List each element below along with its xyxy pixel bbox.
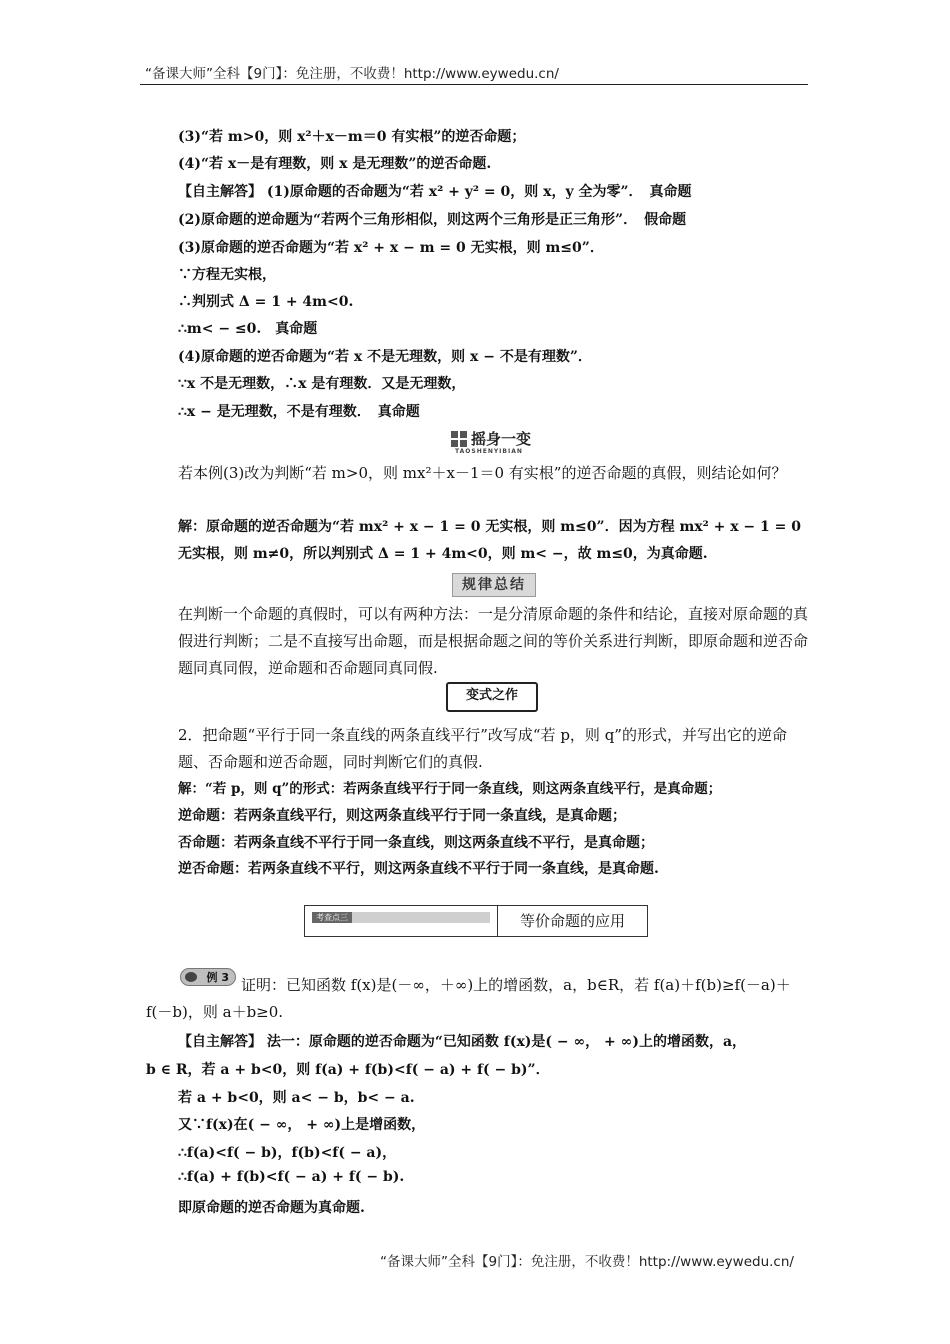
solution1-line-6: ∴m< − ≤0. 真命题 [178,321,318,337]
solution3-line-4: 又∵f(x)在( − ∞， + ∞)上是增函数， [178,1117,426,1133]
banner-taoshen-sub: TAOSHENYIBIAN [455,448,523,455]
variant-question-text: 若本例(3)改为判断“若 m>0，则 mx²＋x－1＝0 有实根”的逆否命题的真假，则结论如何？ [178,464,787,482]
solution1-line-9: ∴x − 是无理数，不是有理数． 真命题 [178,404,420,420]
summary [146,601,810,682]
banner-guilv: 规律总结 [452,573,536,597]
solution3-line-1 [178,1031,746,1051]
solution1-line-2: (2)原命题的逆命题为“若两个三角形相似，则这两个三角形是正三角形”． 假命题 [178,212,687,228]
kaodian-bar [312,912,490,923]
problem-line-3: (3)“若 m>0，则 x²＋x－m＝0 有实根”的逆否命题； [178,129,526,145]
solution1-line-8: ∵x 不是无理数，∴x 是有理数．又是无理数， [178,376,466,392]
solution3-label: 【自主解答】 [178,1034,262,1050]
kaodian-box [304,905,648,937]
problem-line-4: (4)“若 x－是有理数，则 x 是无理数”的逆否命题. [178,156,492,172]
variant-answer-label: 解： [178,519,206,535]
exercise2-line-3: 否命题：若两条直线不平行于同一条直线，则这两条直线不平行，是真命题； [178,835,654,851]
solution3-line-7: 即原命题的逆否命题为真命题. [178,1200,365,1216]
solution1-label: 【自主解答】 [178,184,262,200]
kaodian-tag: 考查点三 [312,912,352,923]
kaodian-title: 等价命题的应用 [519,912,625,930]
solution3-line-6: ∴f(a) + f(b)<f( − a) + f( − b). [178,1169,405,1185]
exercise2-line-1: 解：“若 p，则 q”的形式：若两条直线平行于同一条直线，则这两条直线平行，是真命题； [178,781,722,797]
variant-answer-body: 原命题的逆否命题为“若 mx² + x − 1 = 0 无实根，则 m≤0”．因为方程 mx² + x − 1 = 0 无实根，则 m≠0，所以判别式 Δ = 1 + 4m<0，则 m< −，故 m≤0，为真命题. [178,519,801,562]
solution1-text-1: (1)原命题的否命题为“若 x² + y² = 0，则 x，y 全为零”． 真命题 [266,184,692,200]
solution1-line-1 [178,181,692,201]
solution1-line-7: (4)原命题的逆否命题为“若 x 不是无理数，则 x − 不是有理数”． [178,349,592,365]
solution3-line-3: 若 a + b<0，则 a< − b，b< − a. [178,1090,415,1106]
solution3-line-5: ∴f(a)<f( − b)，f(b)<f( − a)， [178,1145,397,1161]
exercise2-line-2: 逆命题：若两条直线平行，则这两条直线平行于同一条直线，是真命题； [178,808,626,824]
example3-line-2: f(－b)，则 a＋b≥0. [146,1003,284,1021]
header-divider [140,84,808,85]
banner-taoshen-title: 摇身一变 [471,430,532,448]
solution1-line-5: ∴判别式 Δ = 1 + 4m<0. [178,294,354,310]
solution3-line-2: b ∈ R，若 a + b<0，则 f(a) + f(b)<f( − a) + f( − b)”． [146,1062,550,1078]
pen-icon [185,972,197,982]
kaodian-left-cell [305,906,498,936]
example3-badge [180,968,236,986]
example3-line-1: 证明：已知函数 f(x)是(－∞，＋∞)上的增函数，a，b∈R，若 f(a)＋f(b)≥f(－a)＋ [241,976,791,994]
solution1-line-3: (3)原命题的逆否命题为“若 x² + x − m = 0 无实根，则 m≤0”． [178,240,604,256]
exercise2-line-4: 逆否命题：若两条直线不平行，则这两条直线不平行于同一条直线，是真命题. [178,861,659,877]
solution1-line-4: ∵方程无实根， [178,267,276,283]
solution3-text-1: 法一：原命题的逆否命题为“已知函数 f(x)是( − ∞， + ∞)上的增函数，a， [266,1034,747,1050]
exercise2-question-text: 2．把命题“平行于同一条直线的两条直线平行”改写成“若 p，则 q”的形式，并写出它的逆命题、否命题和逆否命题，同时判断它们的真假. [178,726,787,771]
page-header: “备课大师”全科【9门】：免注册，不收费！http://www.eywedu.cn/ [145,66,559,82]
variant-answer-text [146,514,810,568]
banner-taoshen [451,428,543,454]
variant-question [146,460,810,487]
banner-bianshi: 变式之作 [446,682,538,712]
summary-text: 在判断一个命题的真假时，可以有两种方法：一是分清原命题的条件和结论，直接对原命题的真假进行判断；二是不直接写出命题，而是根据命题之间的等价关系进行判断，即原命题和逆否命题同真同假，逆命题和否命题同真同假. [178,605,809,677]
variant-answer [146,514,810,568]
example3-badge-label: 例 3 [206,971,229,984]
page-footer: “备课大师”全科【9门】：免注册，不收费！http://www.eywedu.cn/ [380,1254,794,1270]
exercise2-question [146,722,810,776]
grid-icon [451,431,467,447]
